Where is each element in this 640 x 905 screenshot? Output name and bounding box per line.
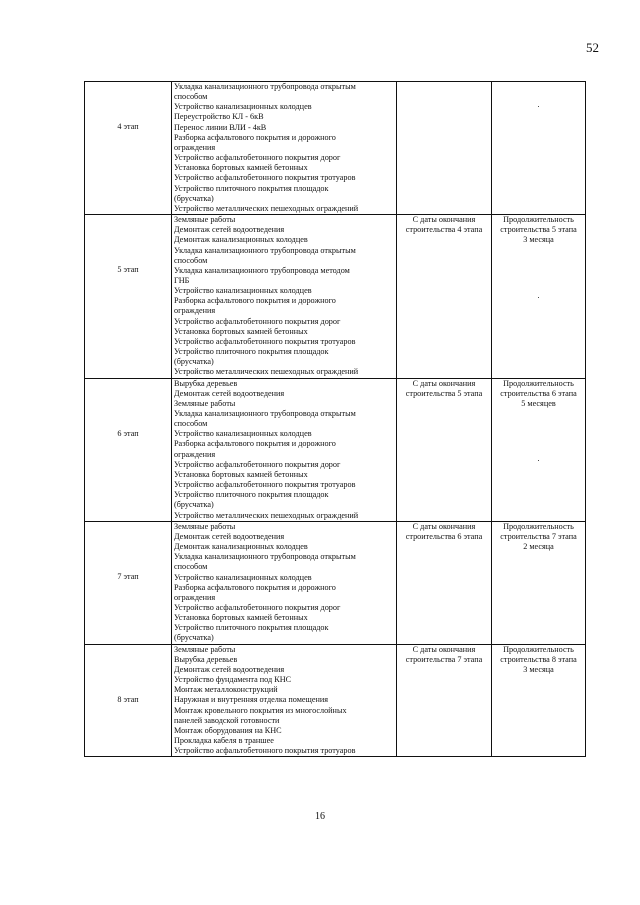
- work-item: Вырубка деревьев: [174, 654, 238, 664]
- stray-mark: .: [537, 454, 540, 463]
- start-condition-line: строительства 6 этапа: [405, 531, 483, 541]
- work-item: Устройство плиточного покрытия площадок: [174, 183, 329, 193]
- stage-duration-cell: [492, 378, 586, 521]
- duration-line: 3 месяца: [523, 235, 554, 245]
- work-item: способом: [174, 255, 208, 265]
- work-item: ГНБ: [174, 275, 190, 285]
- work-item: Демонтаж канализационных колодцев: [174, 542, 308, 552]
- stage-start-cell: [397, 644, 492, 757]
- work-item: Земляные работы: [174, 644, 236, 654]
- work-item: Демонтаж сетей водоотведения: [174, 388, 285, 398]
- work-item: Устройство асфальтобетонного покрытия дорог: [174, 602, 341, 612]
- work-item: (брусчатка): [174, 357, 214, 367]
- duration-line: строительства 8 этапа: [500, 654, 577, 664]
- start-condition-line: С даты окончания: [412, 215, 476, 225]
- work-item: Устройство асфальтобетонного покрытия тротуаров: [174, 336, 356, 346]
- work-item: Демонтаж сетей водоотведения: [174, 225, 285, 235]
- work-item: Устройство фундамента под КНС: [174, 675, 292, 685]
- work-item: ограждения: [174, 142, 216, 152]
- work-item: Перенос линии ВЛИ - 4кВ: [174, 122, 267, 132]
- stage-works-cell: [172, 521, 397, 644]
- work-item: ограждения: [174, 449, 216, 459]
- work-item: Монтаж кровельного покрытия из многослойных: [174, 705, 347, 715]
- stage-label: 8 этап: [85, 644, 172, 757]
- start-condition-line: строительства 5 этапа: [405, 388, 483, 398]
- stray-mark: .: [537, 290, 540, 300]
- work-item: Устройство асфальтобетонного покрытия дорог: [174, 153, 341, 163]
- stage-row: [85, 82, 586, 215]
- work-item: Демонтаж сетей водоотведения: [174, 664, 285, 674]
- work-item: панелей заводской готовности: [174, 715, 280, 725]
- stage-duration-cell: [492, 644, 586, 757]
- work-item: Укладка канализационного трубопровода методом: [174, 265, 350, 275]
- work-item: способом: [174, 92, 208, 102]
- work-item: Устройство асфальтобетонного покрытия тротуаров: [174, 173, 356, 183]
- stage-start-cell: [397, 215, 492, 379]
- work-item: Земляные работы: [174, 521, 236, 531]
- work-item: Устройство асфальтобетонного покрытия тротуаров: [174, 480, 356, 490]
- stage-row: [85, 215, 586, 379]
- work-item: способом: [174, 419, 208, 429]
- work-item: Разборка асфальтового покрытия и дорожного: [174, 132, 336, 142]
- stage-label: 7 этап: [85, 521, 172, 644]
- work-item: Земляные работы: [174, 398, 236, 408]
- work-item: Устройство плиточного покрытия площадок: [174, 347, 329, 357]
- work-item: Земляные работы: [174, 215, 236, 225]
- stage-label: 5 этап: [85, 215, 172, 379]
- work-item: Укладка канализационного трубопровода открытым: [174, 409, 356, 418]
- work-item: Устройство канализационных колодцев: [174, 286, 312, 296]
- work-item: Устройство плиточного покрытия площадок: [174, 623, 329, 633]
- stray-mark: .: [537, 100, 540, 109]
- work-item: Вырубка деревьев: [174, 378, 238, 388]
- duration-line: строительства 7 этапа: [500, 531, 577, 541]
- work-item: Устройство металлических пешеходных ограждений: [174, 203, 359, 213]
- duration-line: строительства 5 этапа: [500, 225, 577, 235]
- work-item: ограждения: [174, 592, 216, 602]
- stage-row: [85, 521, 586, 644]
- work-item: Монтаж металлоконструкций: [174, 685, 278, 695]
- work-item: Установка бортовых камней бетонных: [174, 326, 308, 336]
- work-item: ограждения: [174, 306, 216, 316]
- work-item: (брусчатка): [174, 633, 214, 643]
- work-item: Демонтаж сетей водоотведения: [174, 531, 285, 541]
- start-condition-line: строительства 7 этапа: [405, 654, 483, 664]
- start-condition-line: С даты окончания: [412, 378, 476, 388]
- start-condition-line: С даты окончания: [412, 521, 476, 531]
- work-item: Переустройство КЛ - 6кВ: [174, 112, 264, 122]
- duration-line: Продолжительность: [503, 215, 574, 225]
- construction-stages-table: [84, 81, 586, 757]
- work-item: (брусчатка): [174, 500, 214, 510]
- work-item: Разборка асфальтового покрытия и дорожного: [174, 296, 336, 306]
- work-item: Устройство асфальтобетонного покрытия дорог: [174, 316, 341, 326]
- work-item: Устройство канализационных колодцев: [174, 429, 312, 439]
- work-item: Устройство канализационных колодцев: [174, 572, 312, 582]
- duration-line: 5 месяцев: [521, 398, 556, 408]
- work-item: Укладка канализационного трубопровода открытым: [174, 82, 356, 91]
- start-condition-line: С даты окончания: [412, 644, 476, 654]
- work-item: Укладка канализационного трубопровода открытым: [174, 245, 356, 255]
- work-item: Устройство асфальтобетонного покрытия дорог: [174, 459, 341, 469]
- stage-works-cell: [172, 215, 397, 379]
- stage-works-cell: [172, 378, 397, 521]
- work-item: способом: [174, 562, 208, 572]
- page-number-bottom: 16: [315, 811, 325, 822]
- start-condition-line: строительства 4 этапа: [405, 225, 483, 235]
- work-item: Устройство металлических пешеходных ограждений: [174, 367, 359, 377]
- stage-duration-cell: [492, 82, 586, 215]
- stage-works-cell: [172, 82, 397, 215]
- work-item: Прокладка кабеля в траншее: [174, 736, 274, 745]
- work-item: Устройство асфальтобетонного покрытия тротуаров: [174, 746, 356, 756]
- duration-line: строительства 6 этапа: [500, 388, 577, 398]
- work-item: Устройство металлических пешеходных ограждений: [174, 510, 359, 520]
- duration-line: 3 месяца: [523, 664, 554, 674]
- work-item: Разборка асфальтового покрытия и дорожного: [174, 582, 336, 592]
- page-number-top: 52: [586, 40, 599, 55]
- duration-line: Продолжительность: [503, 378, 574, 388]
- work-item: Укладка канализационного трубопровода открытым: [174, 552, 356, 562]
- duration-line: 2 месяца: [523, 542, 554, 552]
- stage-label: 4 этап: [85, 82, 172, 215]
- stage-label: 6 этап: [85, 378, 172, 521]
- duration-line: Продолжительность: [503, 521, 574, 531]
- stage-start-cell: [397, 378, 492, 521]
- work-item: Установка бортовых камней бетонных: [174, 613, 308, 623]
- stage-start-cell: [397, 82, 492, 215]
- stage-row: [85, 644, 586, 757]
- work-item: Устройство плиточного покрытия площадок: [174, 490, 329, 500]
- work-item: (брусчатка): [174, 193, 214, 203]
- stage-start-cell: [397, 521, 492, 644]
- work-item: Демонтаж канализационных колодцев: [174, 235, 308, 245]
- work-item: Монтаж оборудования на КНС: [174, 725, 282, 735]
- work-item: Разборка асфальтового покрытия и дорожного: [174, 439, 336, 449]
- stage-row: [85, 378, 586, 521]
- work-item: Установка бортовых камней бетонных: [174, 163, 308, 173]
- stages-table-body: [85, 82, 586, 757]
- duration-line: Продолжительность: [503, 644, 574, 654]
- stage-works-cell: [172, 644, 397, 757]
- work-item: Установка бортовых камней бетонных: [174, 469, 308, 479]
- work-item: Наружная и внутренняя отделка помещения: [174, 695, 328, 705]
- stage-duration-cell: [492, 215, 586, 379]
- work-item: Устройство канализационных колодцев: [174, 102, 312, 112]
- stage-duration-cell: [492, 521, 586, 644]
